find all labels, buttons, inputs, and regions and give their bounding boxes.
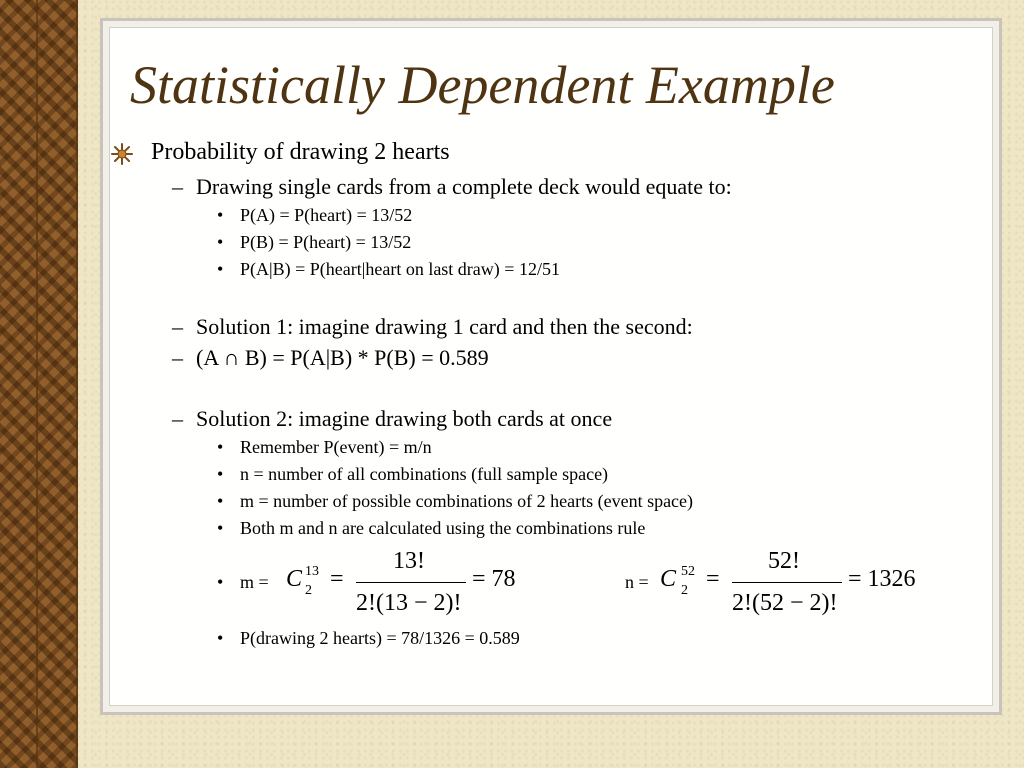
sub-bullet-solution-1-formula: (A ∩ B) = P(A|B) * P(B) = 0.589 xyxy=(196,345,489,370)
formula-n-denominator: 2!(52 − 2)! xyxy=(732,590,838,616)
formula-n-result: = 1326 xyxy=(848,566,916,592)
sub-bullet-drawing-single: Drawing single cards from a complete deck would equate to: xyxy=(196,174,732,199)
dash-bullet: – xyxy=(172,406,183,431)
dash-bullet: – xyxy=(172,345,183,370)
formula-n-superscript: 52 xyxy=(681,564,695,579)
bullet-dot: • xyxy=(217,464,224,484)
bullet-dot: • xyxy=(217,232,224,252)
bullet-dot: • xyxy=(217,628,224,648)
bullet-dot: • xyxy=(217,205,224,225)
formula-m-superscript: 13 xyxy=(305,564,319,579)
bullet-dot: • xyxy=(217,491,224,511)
decorative-left-strip xyxy=(0,0,78,768)
sub-bullet-solution-1: Solution 1: imagine drawing 1 card and then the second: xyxy=(196,314,693,339)
formula-n-numerator: 52! xyxy=(768,548,800,574)
bullet-pab: P(A|B) = P(heart|heart on last draw) = 12/51 xyxy=(240,259,560,279)
formula-n-subscript: 2 xyxy=(681,583,688,598)
formula-n-c: C xyxy=(660,566,677,592)
formula-n-lhs: n = xyxy=(625,572,649,592)
bullet-dot: • xyxy=(217,259,224,279)
dash-bullet: – xyxy=(172,314,183,339)
dash-bullet: – xyxy=(172,174,183,199)
bullet-final-probability: P(drawing 2 hearts) = 78/1326 = 0.589 xyxy=(240,628,520,648)
formula-m-result: = 78 xyxy=(472,566,516,592)
strip-divider xyxy=(76,0,78,768)
formula-m-fraction-bar xyxy=(356,582,466,583)
sub-bullet-solution-2: Solution 2: imagine drawing both cards at once xyxy=(196,406,613,431)
bullet-pa: P(A) = P(heart) = 13/52 xyxy=(240,205,413,225)
formula-m-c: C xyxy=(286,566,303,592)
formula-m-denominator: 2!(13 − 2)! xyxy=(356,590,462,616)
formula-n-fraction-bar xyxy=(732,582,842,583)
formula-m-equals: = xyxy=(330,566,344,592)
bullet-m-definition: m = number of possible combinations of 2 hearts (event space) xyxy=(240,491,694,511)
strip-divider xyxy=(36,0,38,768)
bullet-combinations-rule: Both m and n are calculated using the combinations rule xyxy=(240,518,646,538)
formula-m-lhs: m = xyxy=(240,572,269,592)
formula-m-numerator: 13! xyxy=(393,548,425,574)
main-bullet-text: Probability of drawing 2 hearts xyxy=(151,139,450,165)
star-bullet-icon xyxy=(111,143,133,165)
bullet-dot: • xyxy=(217,572,224,592)
bullet-pb: P(B) = P(heart) = 13/52 xyxy=(240,232,412,252)
formula-m-subscript: 2 xyxy=(305,583,312,598)
bullet-dot: • xyxy=(217,518,224,538)
slide-title: Statistically Dependent Example xyxy=(130,55,835,115)
formula-n-equals: = xyxy=(706,566,720,592)
bullet-dot: • xyxy=(217,437,224,457)
bullet-n-definition: n = number of all combinations (full sample space) xyxy=(240,464,609,484)
bullet-remember: Remember P(event) = m/n xyxy=(240,437,432,457)
